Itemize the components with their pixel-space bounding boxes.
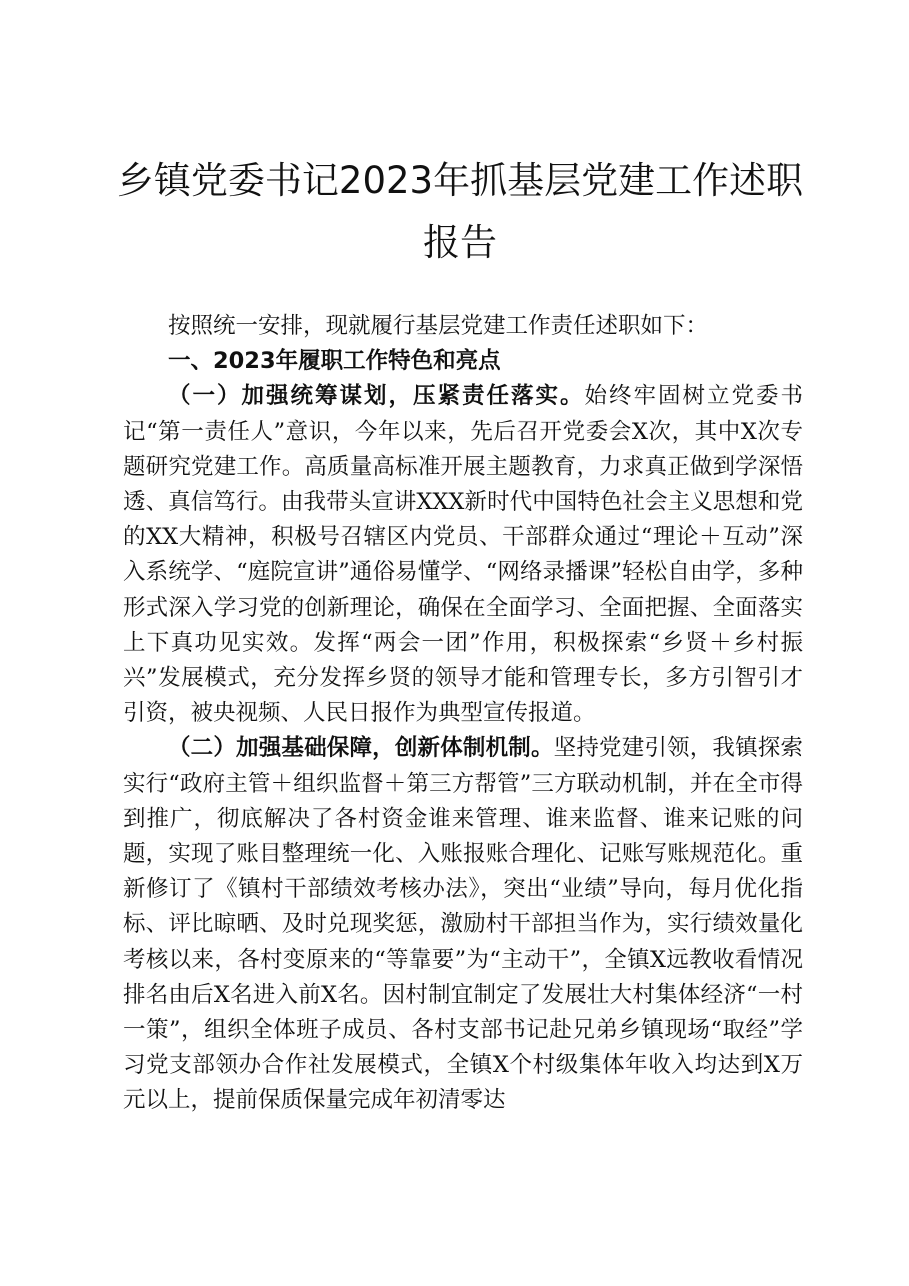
paragraph-lead-1: （一）加强统筹谋划，压紧责任落实。 [168, 383, 585, 410]
paragraph-lead-2: （二）加强基础保障，创新体制机制。 [168, 735, 554, 762]
body-paragraph-1 [123, 379, 803, 731]
intro-paragraph: 按照统一安排，现就履行基层党建工作责任述职如下： [168, 313, 709, 339]
paragraph-text-2: 坚持党建引领，我镇探索实行“政府主管＋组织监督＋第三方帮管”三方联动机制，并在全市得到推广，彻底解决了各村资金谁来管理、谁来监督、谁来记账的问题，实现了账目整理统一化、入账报账合理化、记账写账规范化。重新修订了《镇村干部绩效考核办法》，突出“业绩”导向，每月优化指标、评比晾晒、及时兑现奖惩，激励村干部担当作为，实行绩效量化考核以来，各村变原来的“等靠要”为“主动干”，全镇X远教收看情况排名由后X名进入前X名。因村制宜制定了发展壮大村集体经济“一村一策”，组织全体班子成员、各村支部书记赴兄弟乡镇现场“取经”学习党支部领办合作社发展模式，全镇X个村级集体年收入均达到X万元以上，提前保质保量完成年初清零达 [123, 735, 803, 1114]
paragraph-text-1: 始终牢固树立党委书记“第一责任人”意识，今年以来，先后召开党委会X次，其中X次专题研究党建工作。高质量高标准开展主题教育，力求真正做到学深悟透、真信笃行。由我带头宣讲XXX新时代中国特色社会主义思想和党的XX大精神，积极号召辖区内党员、干部群众通过“理论＋互动”深入系统学、“庭院宣讲”通俗易懂学、“网络录播课”轻松自由学，多种形式深入学习党的创新理论，确保在全面学习、全面把握、全面落实上下真功见实效。发挥“两会一团”作用，积极探索“乡贤＋乡村振兴”发展模式，充分发挥乡贤的领导才能和管理专长，多方引智引才引资，被央视频、人民日报作为典型宣传报道。 [123, 383, 803, 727]
section-heading: 一、2023年履职工作特色和亮点 [168, 348, 501, 375]
document-body [123, 309, 803, 1119]
body-paragraph-2 [123, 731, 803, 1118]
document-title: 乡镇党委书记2023年抓基层党建工作述职报告 [116, 159, 804, 264]
